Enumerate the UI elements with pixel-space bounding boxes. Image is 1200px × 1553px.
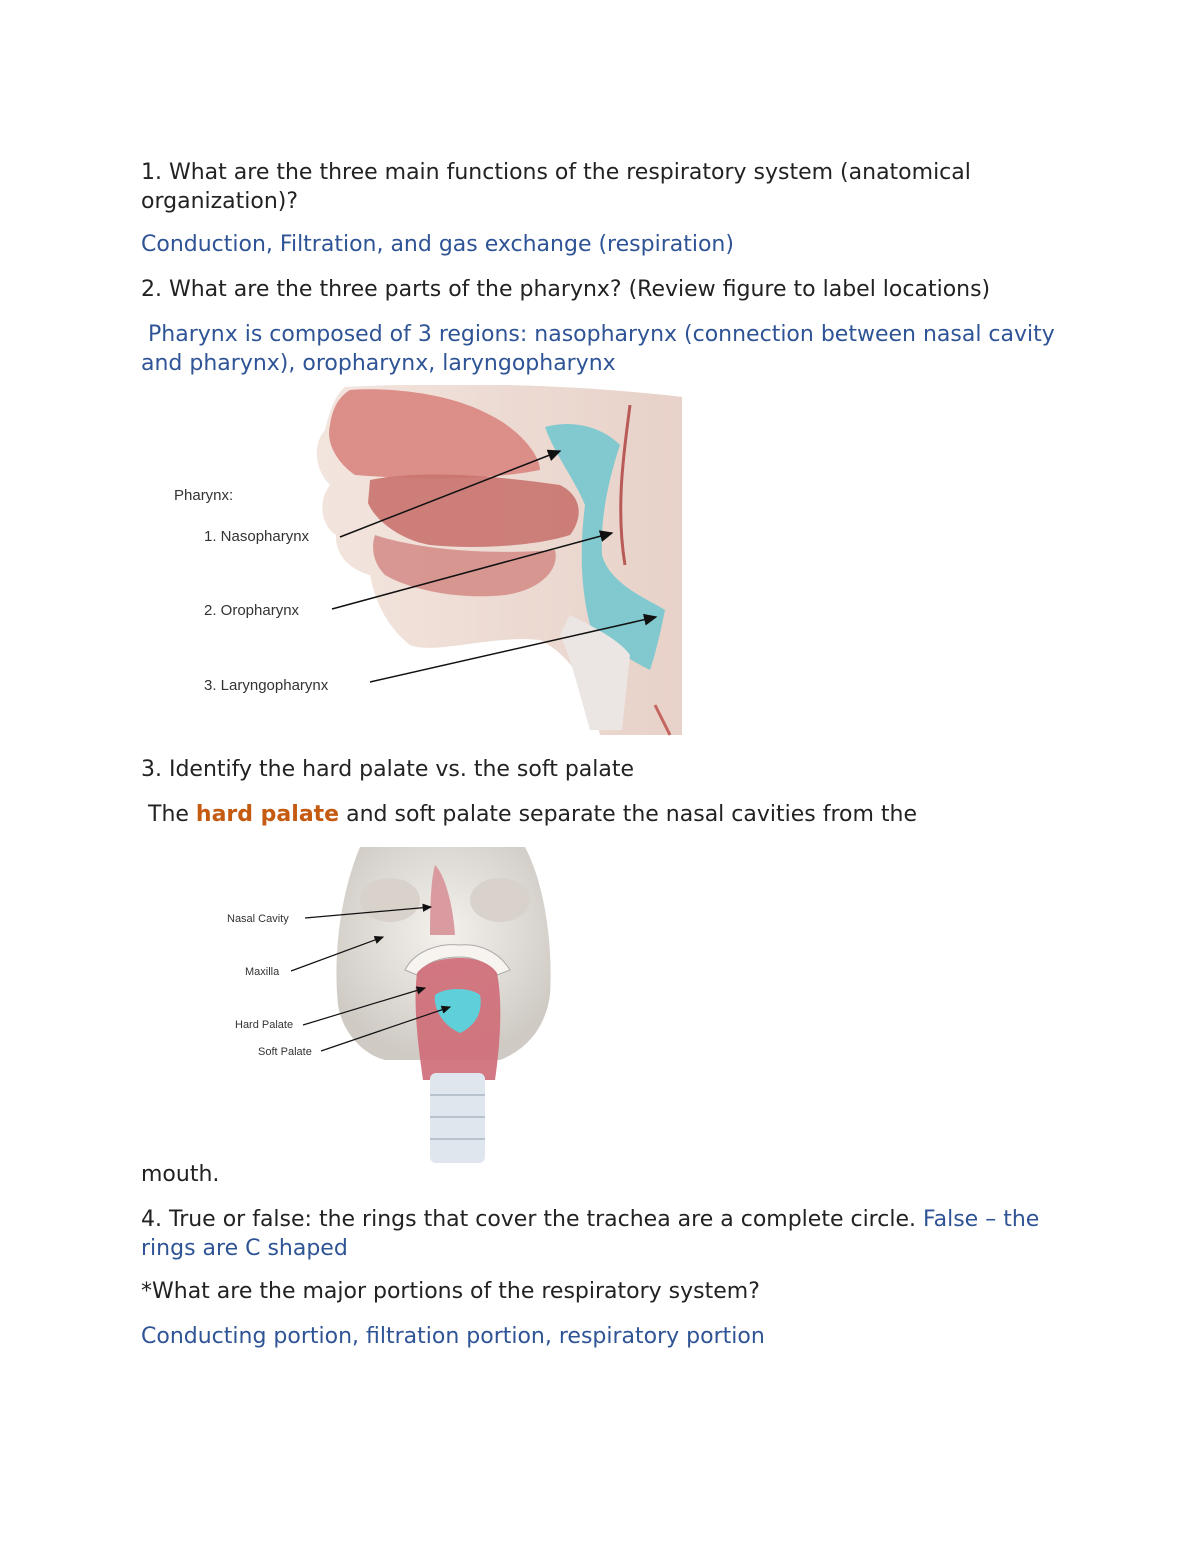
answer-2: Pharynx is composed of 3 regions: nasopharynx (connection between nasal cavity and pharynx), oropharynx, laryngopharynx [141, 322, 1062, 376]
answer-3-prefix: The [141, 802, 196, 827]
answer-3-suffix: and soft palate separate the nasal cavities from the [339, 802, 918, 827]
question-4 [141, 1205, 1061, 1263]
label-nasal-cavity: Nasal Cavity [227, 913, 289, 925]
pharynx-heading: Pharynx: [174, 487, 234, 504]
answer-3-end: mouth. [141, 1162, 220, 1187]
question-2: 2. What are the three parts of the pharynx? (Review figure to label locations) [141, 277, 991, 302]
answer-5: Conducting portion, filtration portion, respiratory portion [141, 1324, 765, 1349]
question-5: *What are the major portions of the respiratory system? [141, 1279, 760, 1304]
label-laryngopharynx: 3. Laryngopharynx [204, 677, 329, 694]
answer-3 [141, 800, 1061, 829]
answer-1: Conduction, Filtration, and gas exchange (respiration) [141, 232, 734, 257]
question-3: 3. Identify the hard palate vs. the soft palate [141, 757, 635, 782]
label-maxilla: Maxilla [245, 966, 280, 978]
label-nasopharynx: 1. Nasopharynx [204, 528, 310, 545]
answer-4: False – the rings are C shaped [141, 1207, 1040, 1261]
label-oropharynx: 2. Oropharynx [204, 602, 300, 619]
answer-3-highlight: hard palate [195, 802, 340, 827]
question-4-text: 4. True or false: the rings that cover the trachea are a complete circle. [141, 1207, 923, 1232]
pharynx-figure [160, 385, 685, 737]
palate-figure [225, 845, 555, 1167]
label-soft-palate: Soft Palate [258, 1046, 312, 1058]
label-hard-palate: Hard Palate [235, 1019, 294, 1031]
question-1: 1. What are the three main functions of the respiratory system (anatomical organization)? [141, 160, 971, 214]
